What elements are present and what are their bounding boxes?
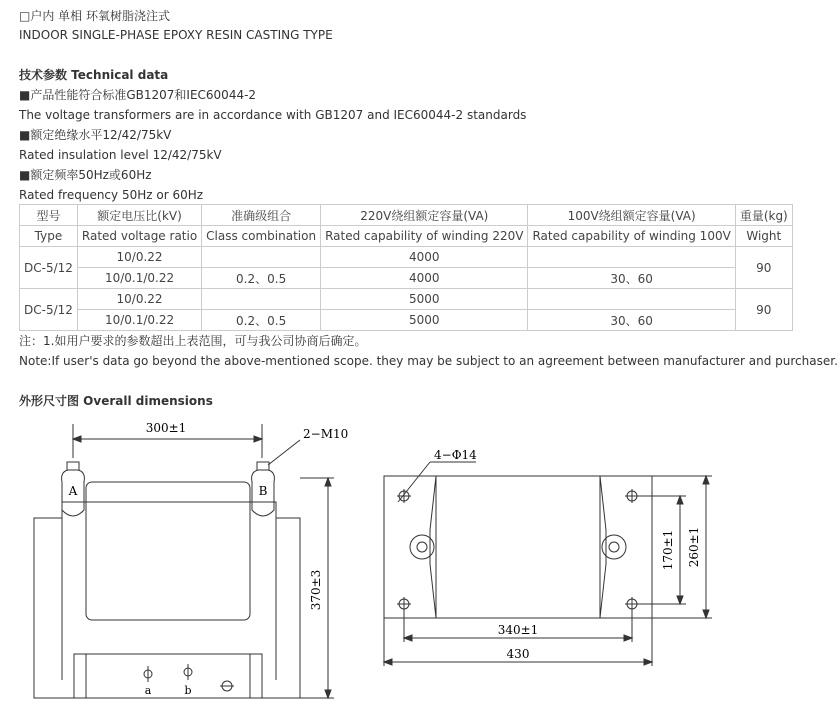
header-class-cn: 准确级组合 xyxy=(202,205,321,226)
cell-type: DC-5/12 xyxy=(20,289,78,331)
cell-cap220: 5000 xyxy=(321,289,528,310)
cell-ratio: 10/0.22 xyxy=(77,289,201,310)
front-width-label: 300±1 xyxy=(145,421,187,435)
dimensions-heading: 外形尺寸图 Overall dimensions xyxy=(19,394,213,408)
frequency-en: Rated frequency 50Hz or 60Hz xyxy=(19,188,204,202)
cell-ratio: 10/0.1/0.22 xyxy=(77,310,201,331)
header-ratio-cn: 额定电压比(kV) xyxy=(77,205,201,226)
insulation-en: Rated insulation level 12/42/75kV xyxy=(19,148,222,162)
cell-ratio: 10/0.22 xyxy=(77,247,201,268)
table-row xyxy=(20,310,793,331)
table-row xyxy=(20,289,793,310)
cell-type: DC-5/12 xyxy=(20,247,78,289)
cell-cap220: 4000 xyxy=(321,247,528,268)
inner-width-label: 340±1 xyxy=(497,623,539,637)
cell-class: 0.2、0.5 xyxy=(202,268,321,289)
secondary-b-label: b xyxy=(184,684,192,697)
header-type-en: Type xyxy=(20,226,78,247)
outer-width-label: 430 xyxy=(506,647,530,661)
cell-cap100 xyxy=(528,289,735,310)
table-header-en-row xyxy=(20,226,793,247)
cell-cap100 xyxy=(528,247,735,268)
insulation-cn: ■额定绝缘水平12/42/75kV xyxy=(19,128,172,142)
cell-class xyxy=(202,247,321,268)
header-weight-en: Wight xyxy=(735,226,792,247)
cell-cap220: 5000 xyxy=(321,310,528,331)
title-en: INDOOR SINGLE-PHASE EPOXY RESIN CASTING TYPE xyxy=(19,28,333,42)
standard-en: The voltage transformers are in accordance with GB1207 and IEC60044-2 standards xyxy=(19,108,527,122)
top-view-drawing xyxy=(370,440,776,670)
header-cap220-en: Rated capability of winding 220V xyxy=(321,226,528,247)
cell-cap100: 30、60 xyxy=(528,310,735,331)
inner-height-label: 170±1 xyxy=(661,529,675,571)
cell-weight: 90 xyxy=(735,289,792,331)
table-row xyxy=(20,268,793,289)
header-cap220-cn: 220V绕组额定容量(VA) xyxy=(321,205,528,226)
cell-class xyxy=(202,289,321,310)
cell-cap100: 30、60 xyxy=(528,268,735,289)
frequency-cn: ■额定频率50Hz或60Hz xyxy=(19,168,152,182)
front-height-label: 370±3 xyxy=(309,569,323,611)
front-view-drawing xyxy=(0,410,360,708)
cell-ratio: 10/0.1/0.22 xyxy=(77,268,201,289)
cell-class: 0.2、0.5 xyxy=(202,310,321,331)
terminal-a-label: A xyxy=(68,484,78,498)
title-cn: □户内 单相 环氧树脂浇注式 xyxy=(19,9,170,23)
note-en: Note:If user's data go beyond the above-mentioned scope. they may be subject to an agreement between manufacturer and purchaser. xyxy=(19,354,838,368)
holes-label: 4−Φ14 xyxy=(434,448,477,462)
outer-height-label: 260±1 xyxy=(687,526,701,568)
table-row xyxy=(20,247,793,268)
secondary-a-label: a xyxy=(144,684,152,697)
spec-table xyxy=(19,204,793,331)
standard-cn: ■产品性能符合标准GB1207和IEC60044-2 xyxy=(19,88,257,102)
header-ratio-en: Rated voltage ratio xyxy=(77,226,201,247)
tech-heading: 技术参数 Technical data xyxy=(19,68,169,82)
header-type-cn: 型号 xyxy=(20,205,78,226)
note-cn: 注：1.如用户要求的参数超出上表范围，可与我公司协商后确定。 xyxy=(19,334,367,348)
cell-cap220: 4000 xyxy=(321,268,528,289)
terminal-b-label: B xyxy=(258,484,268,498)
header-class-en: Class combination xyxy=(202,226,321,247)
thread-label: 2−M10 xyxy=(303,427,349,441)
header-weight-cn: 重量(kg) xyxy=(735,205,792,226)
cell-weight: 90 xyxy=(735,247,792,289)
header-cap100-cn: 100V绕组额定容量(VA) xyxy=(528,205,735,226)
header-cap100-en: Rated capability of winding 100V xyxy=(528,226,735,247)
table-header-cn-row xyxy=(20,205,793,226)
